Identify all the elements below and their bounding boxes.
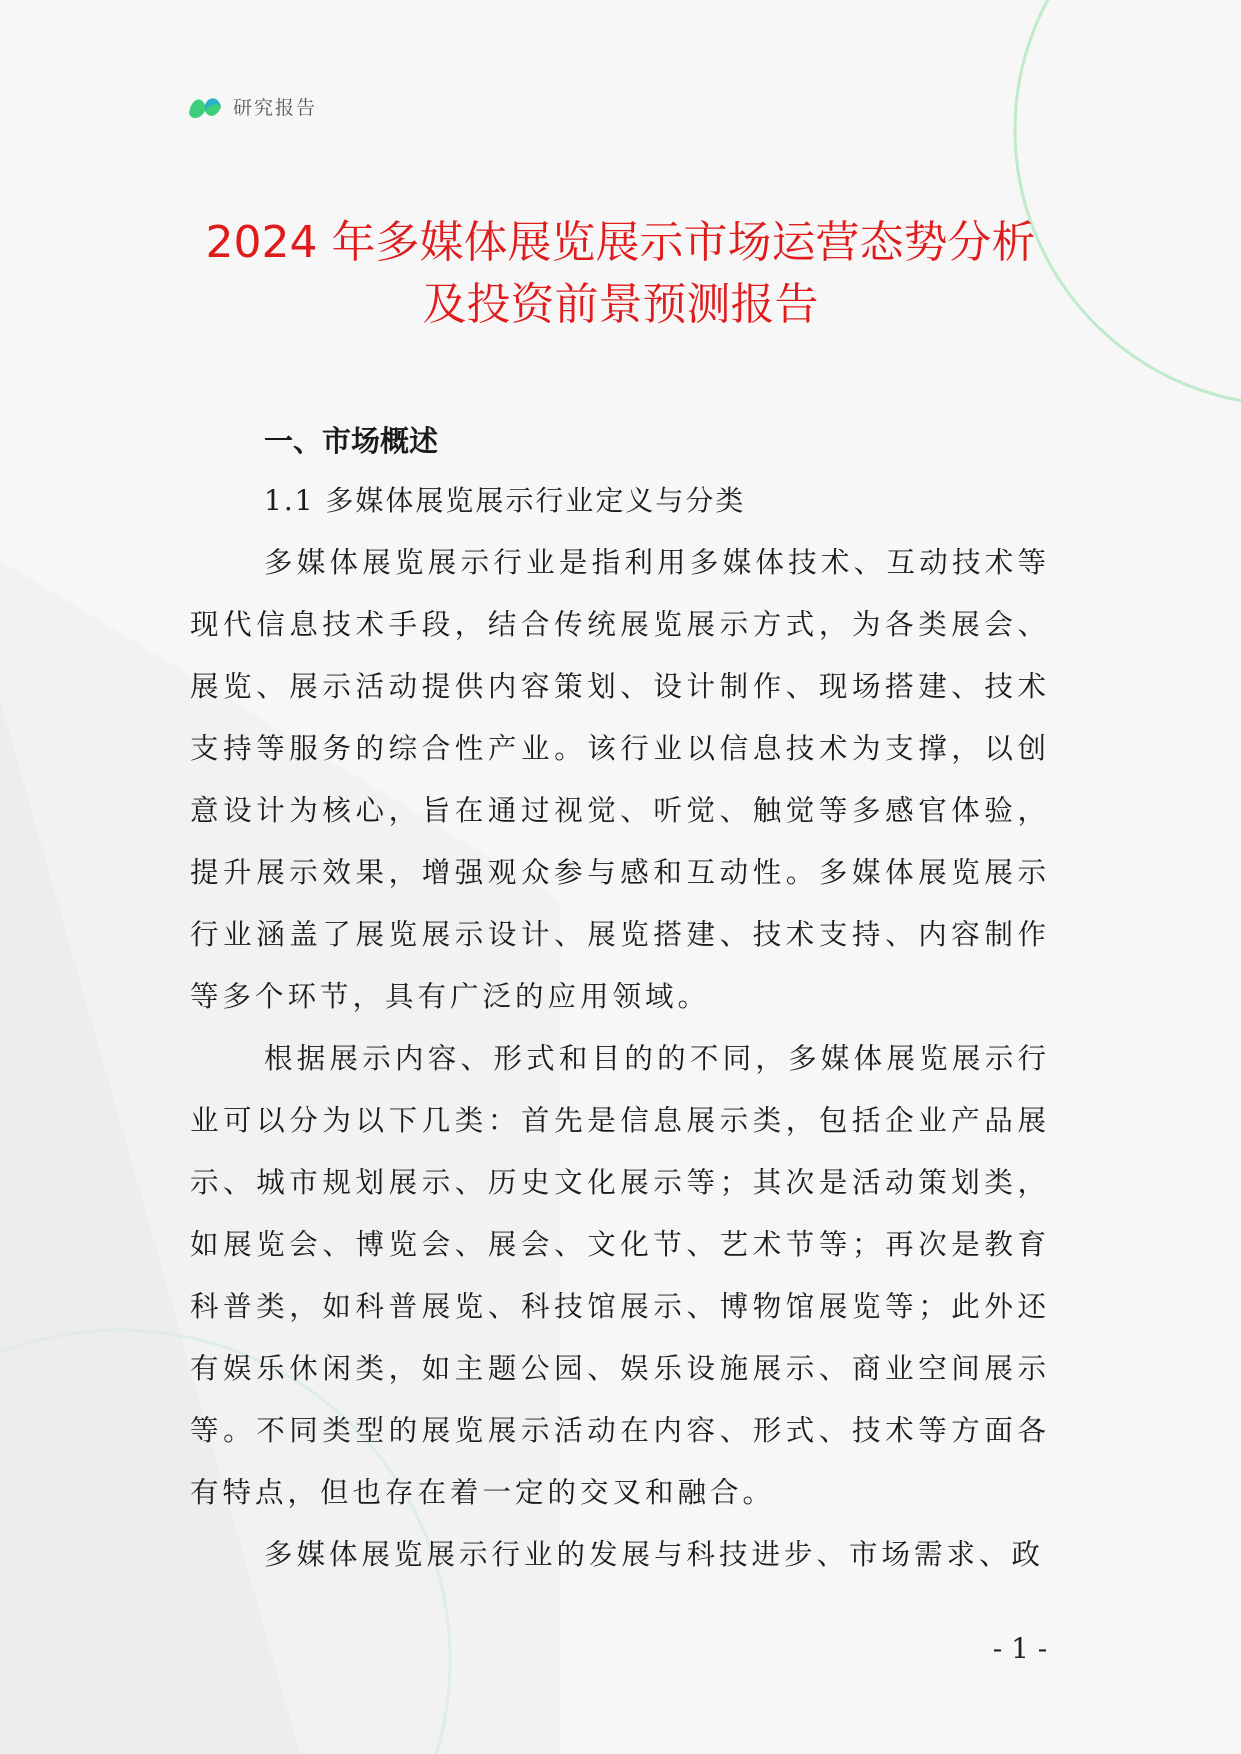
report-header [187, 88, 317, 124]
body-paragraph: 多媒体展览展示行业的发展与科技进步、市场需求、政 [264, 1538, 1045, 1571]
document-body [190, 412, 1050, 1586]
document-title [150, 212, 1091, 336]
subsection-heading: 1.1 多媒体展览展示行业定义与分类 [264, 484, 746, 517]
body-paragraph: 多媒体展览展示行业是指利用多媒体技术、互动技术等现代信息技术手段，结合传统展览展示方式，为各类展会、展览、展示活动提供内容策划、设计制作、现场搭建、技术支持等服务的综合性产业。该行业以信息技术为支撑，以创意设计为核心，旨在通过视觉、听觉、触觉等多感官体验，提升展示效果，增强观众参与感和互动性。多媒体展览展示行业涵盖了展览展示设计、展览搭建、技术支持、内容制作等多个环节，具有广泛的应用领域。 [190, 546, 1050, 1013]
section-heading: 一、市场概述 [264, 424, 439, 458]
page-number: - 1 - [992, 1632, 1048, 1665]
title-line-2: 及投资前景预测报告 [422, 279, 819, 330]
body-paragraph: 根据展示内容、形式和目的的不同，多媒体展览展示行业可以分为以下几类：首先是信息展示类，包括企业产品展示、城市规划展示、历史文化展示等；其次是活动策划类，如展览会、博览会、展会、文化节、艺术节等；再次是教育科普类，如科普展览、科技馆展示、博物馆展览等；此外还有娱乐休闲类，如主题公园、娱乐设施展示、商业空间展示等。不同类型的展览展示活动在内容、形式、技术等方面各有特点，但也存在着一定的交叉和融合。 [190, 1042, 1050, 1509]
report-type-label: 研究报告 [233, 96, 318, 119]
title-line-1: 2024 年多媒体展览展示市场运营态势分析 [205, 217, 1036, 268]
green-leaf-logo-icon [187, 91, 223, 121]
